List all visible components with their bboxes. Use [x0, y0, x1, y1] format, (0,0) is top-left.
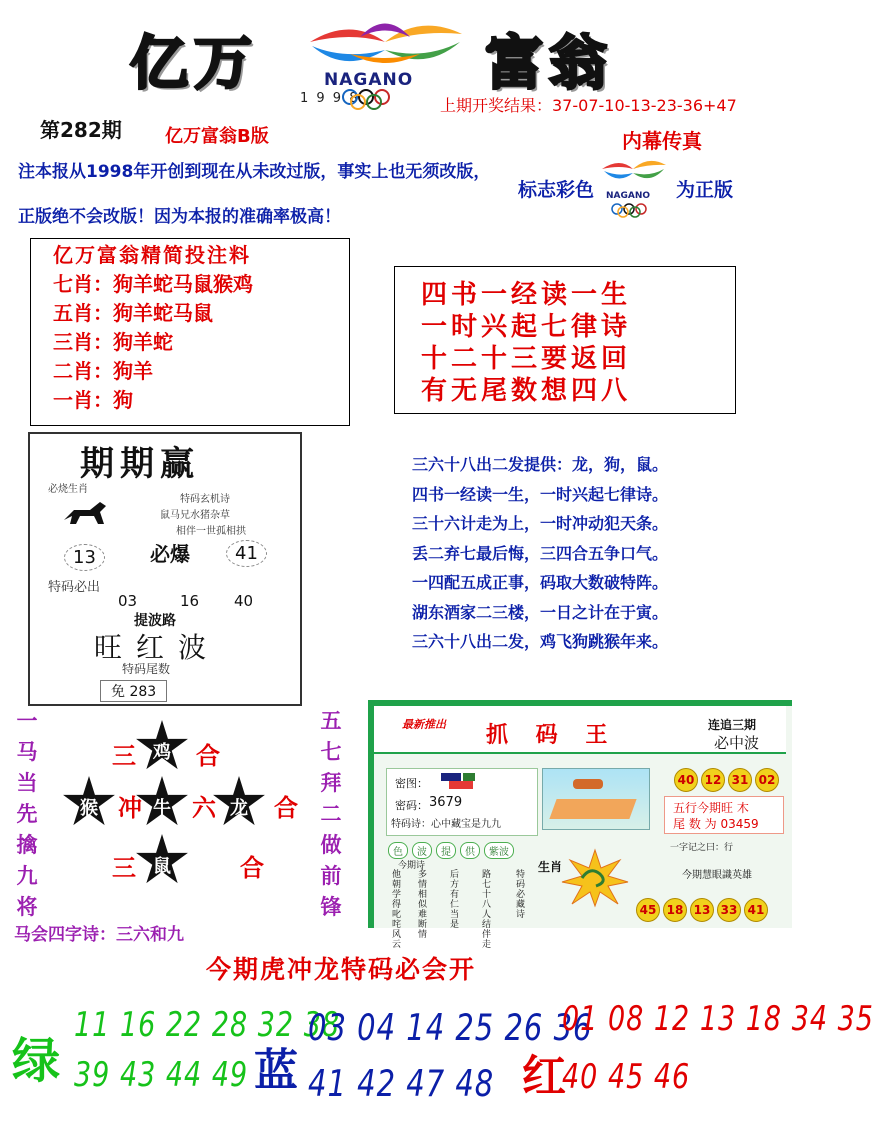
right-col-char: 五 [320, 709, 342, 733]
catch-panel [368, 700, 792, 950]
scan-must: 必爆 [150, 542, 190, 566]
tag: 供 [460, 842, 480, 859]
ball: 13 [690, 898, 714, 922]
scan-wave-label: 提波路 [134, 613, 176, 629]
secret-code: 3679 [429, 795, 463, 810]
left-col-char: 擒 [16, 833, 38, 857]
scan-num-2: 16 [180, 592, 200, 610]
left-col-char: 九 [16, 864, 38, 888]
red-char-san-bottom: 三 [112, 854, 136, 882]
right-col-char: 锋 [320, 895, 342, 919]
poem-col: 特码必藏诗 [516, 870, 526, 920]
scan-special: 特码必出 [48, 580, 101, 595]
ball: 40 [674, 768, 698, 792]
ball: 41 [744, 898, 768, 922]
red-char-he-right: 合 [274, 794, 298, 822]
ball: 18 [663, 898, 687, 922]
logo-label-right: 为正版 [676, 179, 734, 201]
olympic-rings-icon [340, 89, 404, 109]
tag: 波 [412, 842, 432, 859]
picks-line-5: 五肖：狗羊蛇马鼠 [53, 301, 213, 325]
small-logo [596, 155, 670, 217]
verse-line-3: 三十六计走为上，一时冲动犯天条。 [412, 514, 669, 533]
notice-line-2: 正版绝不会改版！因为本报的准确率极高！ [18, 207, 341, 227]
verse-line-6: 湖东酒家二三楼，一日之计在于寅。 [412, 603, 669, 622]
left-column [14, 706, 40, 923]
ball: 33 [717, 898, 741, 922]
catch-header [374, 706, 786, 754]
green-row-2: 39 43 44 49 [74, 1056, 249, 1095]
must-wave: 必中波 [714, 734, 760, 752]
note-2: 今期慧眼識英雄 [682, 870, 752, 881]
red-char-he-bottom: 合 [240, 854, 264, 882]
left-col-char: 马 [16, 740, 38, 764]
tag: 紫波 [484, 842, 514, 859]
right-col-char: 七 [320, 740, 342, 764]
picks-box [30, 238, 350, 426]
scan-hint1: 特码玄机诗 [180, 494, 230, 505]
edition-label: 亿万富翁B版 [165, 126, 269, 147]
horse-icon [60, 498, 114, 528]
poem-col: 多情相似难断情 [418, 870, 428, 940]
logo-label-left: 标志彩色 [518, 179, 595, 201]
poem-line-2: 一时兴起七律诗 [421, 312, 632, 342]
balls-bottom [636, 898, 771, 922]
star-char-ox: 牛 [153, 798, 171, 819]
poem-line-1: 四书一经读一生 [421, 280, 632, 310]
right-col-char: 做 [320, 833, 342, 857]
logo-year: 1 9 9 8 [300, 91, 360, 106]
scan-sub1: 必烧生肖 [48, 484, 88, 495]
verse-line-7: 三六十八出二发，鸡飞狗跳猴年来。 [412, 632, 669, 651]
ball: 31 [728, 768, 752, 792]
green-row-1: 11 16 22 28 32 38 [74, 1006, 341, 1045]
red-row-2: 40 45 46 [562, 1058, 691, 1097]
green-label: 绿 [12, 1033, 61, 1089]
tag: 色 [388, 842, 408, 859]
zodiac-label: 生肖 [538, 860, 563, 874]
verse-line-5: 一四配五成正事，码取大数破特阵。 [412, 573, 669, 592]
small-flower-logo-icon [596, 155, 670, 191]
note-1: 一字记之曰：行 [670, 843, 734, 853]
left-col-char: 当 [16, 771, 38, 795]
verse-line-1: 三六十八出二发提供：龙，狗，鼠。 [412, 455, 669, 474]
scan-hint3: 相伴一世孤相拱 [176, 526, 246, 537]
poem-caption: 马会四字诗：三六和九 [14, 925, 184, 945]
title-right: 富翁 [485, 29, 614, 97]
star-char-rooster: 鸡 [153, 742, 171, 763]
poem-col: 路七十八人结伴走 [482, 870, 492, 950]
slogan: 今期虎冲龙特码必会开 [206, 955, 477, 984]
catch-label-right: 连追三期 [708, 718, 757, 732]
red-row-1: 01 08 12 13 18 34 35 [562, 1000, 874, 1039]
five-elements-box [664, 796, 784, 834]
scan-wave: 旺红波 [94, 631, 221, 664]
star-char-rat: 鼠 [153, 856, 171, 877]
right-column [318, 706, 344, 923]
picks-line-3: 三肖：狗羊蛇 [53, 330, 173, 354]
scan-n2: 41 [226, 540, 267, 567]
five-elements: 五行今期旺 木 [673, 801, 749, 815]
blue-row-2: 41 42 47 48 [308, 1062, 495, 1105]
blue-row-1: 03 04 14 25 26 36 [308, 1006, 593, 1049]
scan-num-1: 03 [118, 592, 138, 610]
red-char-chong: 冲 [118, 794, 142, 822]
red-char-san-top: 三 [112, 742, 136, 770]
last-result: 上期开奖结果：37-07-10-13-23-36+47 [440, 96, 737, 115]
scan-num-3: 40 [234, 592, 254, 610]
red-char-he-top: 合 [196, 742, 220, 770]
poem-cols [392, 870, 542, 950]
poem-line-4: 有无尾数想四八 [421, 376, 632, 406]
tag: 提 [436, 842, 456, 859]
poem-title: 今期诗 [398, 861, 426, 871]
title-left: 亿万 [130, 29, 259, 97]
secret-code-label: 密码： [395, 799, 428, 812]
catch-title: 抓 码 王 [486, 723, 618, 748]
verse-line-2: 四书一经读一生，一时兴起七律诗。 [412, 485, 669, 504]
small-rings-icon [610, 203, 656, 217]
blue-label: 蓝 [254, 1045, 298, 1096]
star-char-dragon: 龙 [230, 798, 248, 819]
scan-title: 期期赢 [80, 444, 200, 484]
right-col-char: 二 [320, 802, 342, 826]
poem-box [394, 266, 736, 414]
scan-n1: 13 [64, 544, 105, 571]
illustration [542, 768, 650, 830]
logo-text: NAGANO [324, 70, 414, 90]
star-char-monkey: 猴 [80, 798, 98, 819]
issue-number: 第282期 [40, 118, 122, 142]
red-label: 红 [522, 1051, 566, 1102]
balls-top [674, 768, 782, 792]
secret-box [386, 768, 538, 836]
poem-col: 后方有仁当是 [450, 870, 460, 930]
picks-line-7: 七肖：狗羊蛇马鼠猴鸡 [53, 272, 253, 296]
inner-fax: 内幕传真 [622, 129, 702, 153]
red-char-liu: 六 [192, 794, 216, 822]
left-col-char: 先 [16, 802, 38, 826]
tail-line: 尾 数 为 03459 [673, 817, 759, 831]
catch-label-left: 最新推出 [402, 718, 446, 731]
notice-line-1: 注本报从1998年开创到现在从未改过版，事实上也无须改版， [18, 162, 491, 182]
left-col-char: 将 [16, 895, 38, 919]
left-col-char: 一 [16, 709, 38, 733]
scan-panel [28, 432, 302, 706]
ball: 12 [701, 768, 725, 792]
right-col-char: 拜 [320, 771, 342, 795]
ball: 02 [755, 768, 779, 792]
picks-title: 亿万富翁精简投注料 [53, 243, 251, 267]
picks-line-2: 二肖：狗羊 [53, 359, 153, 383]
special-poem: 特码诗：心中藏宝是九九 [391, 819, 501, 830]
sun-snake-icon [560, 848, 630, 908]
poem-col: 他朝学得叱咤风云 [392, 870, 402, 950]
secret-fig-label: 密图： [395, 777, 428, 790]
scan-tail-label: 特码尾数 [122, 662, 171, 676]
poem-line-3: 十二十三要返回 [421, 344, 632, 374]
tags-row [388, 840, 514, 859]
ball: 45 [636, 898, 660, 922]
scan-code: 免 283 [100, 680, 167, 702]
secret-figure [441, 773, 481, 793]
right-col-char: 前 [320, 864, 342, 888]
verse-line-4: 丢二弃七最后悔，三四合五争口气。 [412, 544, 669, 563]
picks-line-1: 一肖：狗 [53, 388, 133, 412]
small-logo-text: NAGANO [606, 191, 651, 201]
scan-hint2: 鼠马兄水猪杂草 [160, 510, 230, 521]
